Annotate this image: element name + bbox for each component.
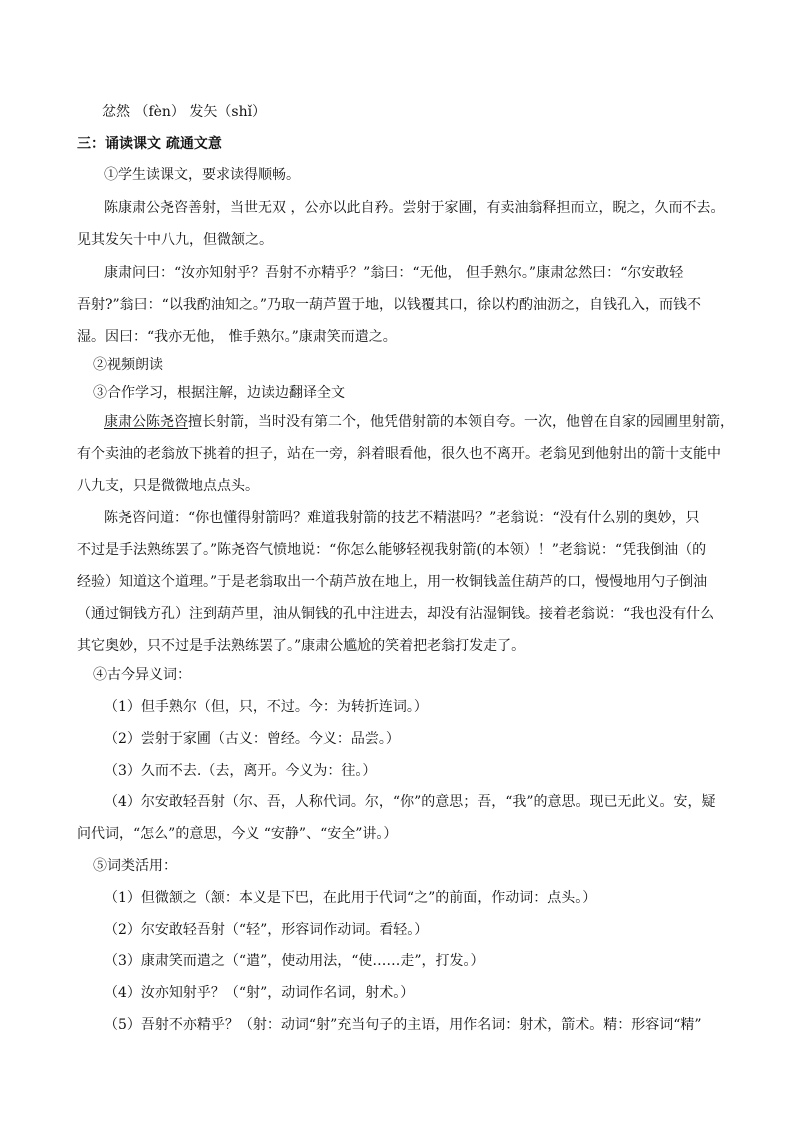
translation-line: 经验）知道这个道理。”于是老翁取出一个葫芦放在地上，用一枚铜钱盖住葫芦的口，慢慢地用勺子倒油 <box>77 574 708 590</box>
step-2-text: ②视频朗读 <box>93 357 163 373</box>
step-4-heading: ④古今异义词： <box>93 667 191 683</box>
section-heading-3: 三：诵读课文 疏通文意 <box>77 136 222 152</box>
list-item: （1）但手熟尔（但，只，不过。今：为转折连词。） <box>104 699 428 715</box>
list-item: （4）尔安敢轻吾射（尔、吾，人称代词。尔，“你”的意思；吾，“我”的意思。现已无此义。安，疑 <box>104 794 716 810</box>
translation-text: 擅长射箭，当时没有第二个，他凭借射箭的本领自夸。一次，他曾在自家的园圃里射箭， <box>188 414 734 430</box>
translation-line: 不过是手法熟练罢了。”陈尧咨气愤地说：“你怎么能够轻视我射箭(的本领）！”老翁说：“凭我倒油（的 <box>77 542 707 558</box>
translation-line: 有个卖油的老翁放下挑着的担子，站在一旁，斜着眼看他，很久也不离开。老翁见到他射出的箭十支能中 <box>77 446 721 462</box>
list-item-continued: 问代词，“怎么”的意思，今义 “安静”、“安全”讲。） <box>77 826 398 842</box>
translation-line: （通过铜钱方孔）注到葫芦里，油从铜钱的孔中注进去，却没有沾湿铜钱。接着老翁说：“我也没有什么 <box>77 606 715 622</box>
list-item: （2）尝射于家圃（古义：曾经。今义：品尝。） <box>104 731 400 747</box>
list-item: （1）但微颔之（颔：本义是下巴，在此用于代词“之”的前面，作动词：点头。） <box>104 890 597 906</box>
classical-text-line: 见其发矢十中八九，但微颔之。 <box>77 232 273 248</box>
classical-text-line: 陈康肃公尧咨善射，当世无双 ，公亦以此自矜。尝射于家圃，有卖油翁释担而立，睨之，久而不去。 <box>104 200 725 216</box>
list-item: （5）吾射不亦精乎？（射：动词“射”充当句子的主语，用作名词：射术，箭术。精：形容词“精” <box>104 1017 702 1033</box>
list-item: （3）久而不去.（去，离开。今义为：往。） <box>104 763 377 779</box>
step-3-text: ③合作学习，根据注解，边读边翻译全文 <box>93 385 345 401</box>
underlined-name: 康肃公陈尧咨 <box>104 414 188 430</box>
translation-line <box>104 413 734 431</box>
list-item: （3）康肃笑而遣之（“遣”，使动用法，“使……走”，打发。） <box>104 953 485 969</box>
translation-line: 陈尧咨问道：“你也懂得射箭吗？难道我射箭的技艺不精湛吗？”老翁说：“没有什么别的奥妙，只 <box>104 510 700 526</box>
pronunciation-line: 忿然 （fèn） 发矢（shǐ） <box>102 104 267 120</box>
classical-text-line: 吾射?”翁曰：“以我酌油知之。”乃取一葫芦置于地，以钱覆其口，徐以杓酌油沥之，自钱孔入，而钱不 <box>77 297 701 313</box>
classical-text-line: 湿。因曰：“我亦无他， 惟手熟尔。”康肃笑而遣之。 <box>77 329 397 345</box>
list-item: （2）尔安敢轻吾射（“轻”，形容词作动词。看轻。） <box>104 922 429 938</box>
list-item: （4）汝亦知射乎？（“射”，动词作名词，射术。） <box>104 985 415 1001</box>
translation-line: 八九支，只是微微地点点头。 <box>77 478 259 494</box>
step-5-heading: ⑤词类活用： <box>93 858 177 874</box>
classical-text-line: 康肃问曰：“汝亦知射乎？吾射不亦精乎？”翁曰：“无他， 但手熟尔。”康肃忿然曰：“尔安敢轻 <box>104 265 684 281</box>
step-1-text: ①学生读课文，要求读得顺畅。 <box>104 167 300 183</box>
translation-line: 其它奥妙，只不过是手法熟练罢了。”康肃公尴尬的笑着把老翁打发走了。 <box>77 638 526 654</box>
